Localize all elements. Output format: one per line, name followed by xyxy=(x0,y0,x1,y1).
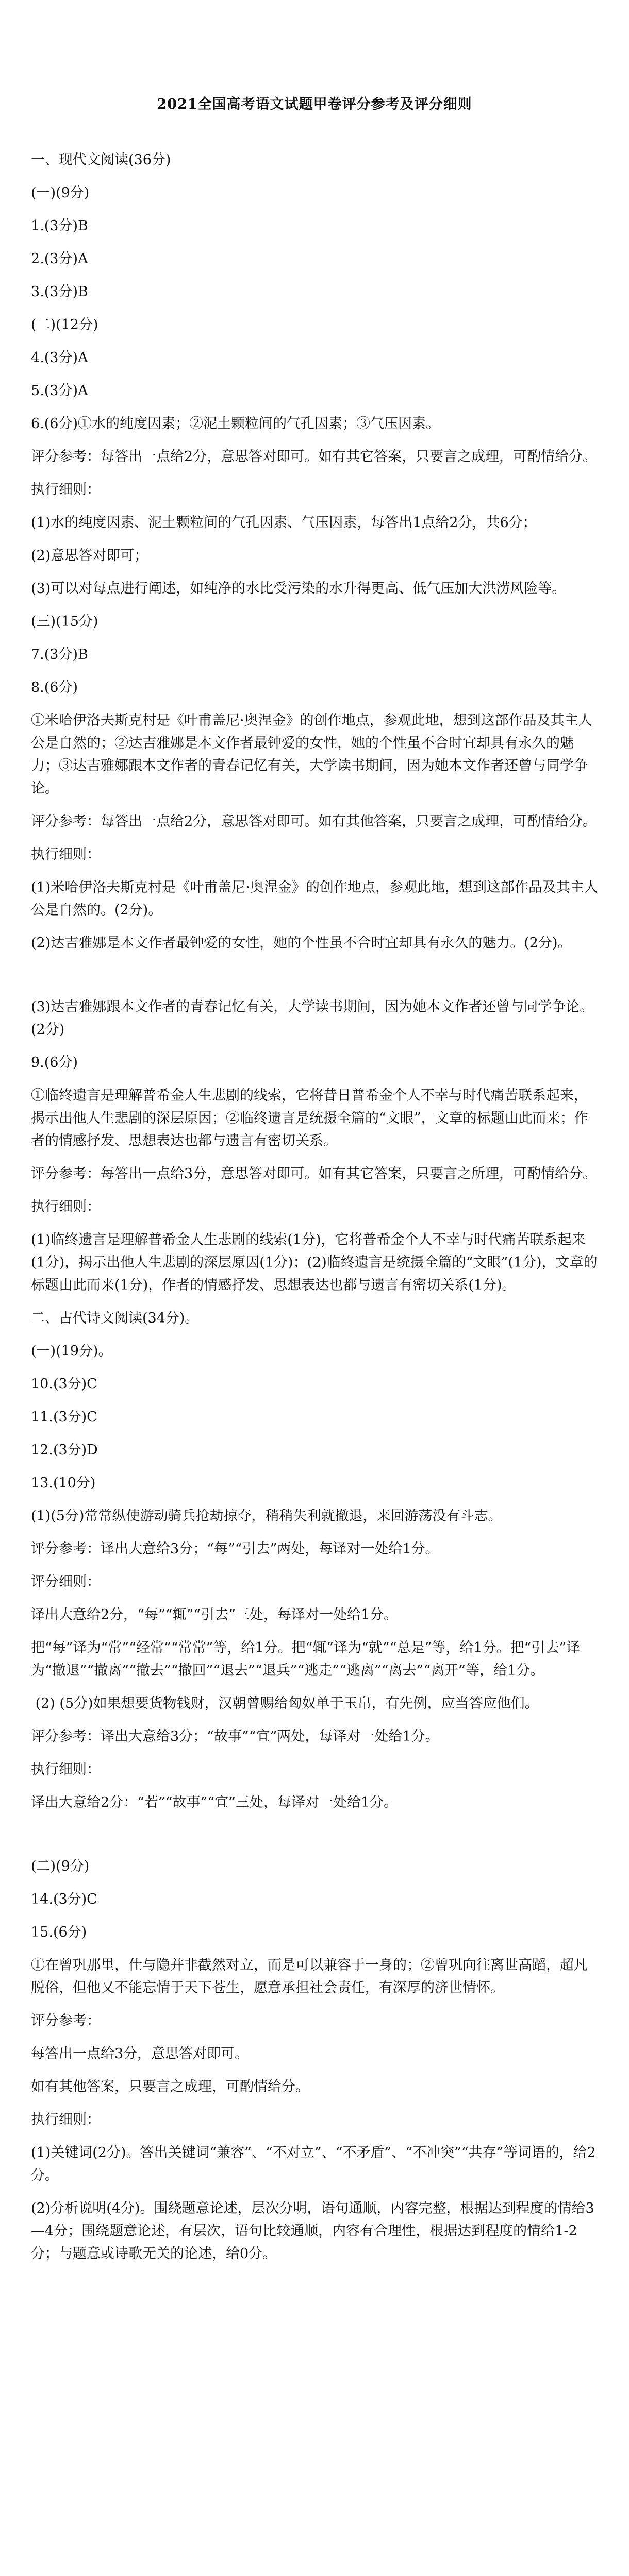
paragraph-line: 评分参考： xyxy=(31,2013,101,2029)
paragraph-line: 5.(3分)A xyxy=(31,383,88,399)
paragraph-line: 9.(6分) xyxy=(31,1055,78,1071)
paragraph-line: (一)(9分) xyxy=(31,185,90,201)
paragraph-line: (2) (5分)如果想要货物钱财，汉朝曾赐给匈奴单于玉帛，有先例，应当答应他们。 xyxy=(31,1696,539,1711)
paragraph-line: (三)(15分) xyxy=(31,614,98,630)
paragraph-line: ①米哈伊洛夫斯克村是《叶甫盖尼·奥涅金》的创作地点，参观此地，想到这部作品及其主人公是自然的；②达吉雅娜是本文作者最钟爱的女性，她的个性虽不合时宜却具有永久的魅力；③达吉雅娜跟本文作者的青春记忆有关，大学读书期间，因为她本文作者还曾与同学争论。 xyxy=(31,713,592,796)
paragraph-line: 评分参考：译出大意给3分；“故事”“宜”两处，每译对一处给1分。 xyxy=(31,1728,439,1744)
paragraph-line: 评分参考：译出大意给3分；“每”“引去”两处，每译对一处给1分。 xyxy=(31,1541,439,1557)
paragraph-line: 二、古代诗文阅读(34分)。 xyxy=(31,1310,199,1326)
paragraph-line: 执行细则： xyxy=(31,1761,101,1777)
paragraph-line: 4.(3分)A xyxy=(31,350,88,366)
paragraph-line: (一)(19分)。 xyxy=(31,1343,112,1359)
paragraph-line: (2)意思答对即可； xyxy=(31,548,148,564)
paragraph-line: 2.(3分)A xyxy=(31,251,88,267)
paragraph-line: 15.(6分) xyxy=(31,1924,87,1940)
paragraph-line: (2)分析说明(4分)。围绕题意论述，层次分明，语句通顺，内容完整，根据达到程度的情给3—4分；围绕题意论述，有层次，语句比较通顺，内容有合理性，根据达到程度的情给1-2分；与题意或诗歌无关的论述，给0分。 xyxy=(31,2200,594,2262)
paragraph-line: 7.(3分)B xyxy=(31,647,88,663)
paragraph-line: 3.(3分)B xyxy=(31,284,88,300)
paragraph-line: 执行细则： xyxy=(31,2112,101,2128)
paragraph-line: 把“每”译为“常”“经常”“常常”等，给1分。把“辄”译为“就”“总是”等，给1分。把“引去”译为“撤退”“撤离”“撤去”“撤回”“退去”“退兵”“逃走”“逃离”“离去”“离开”等，给1分。 xyxy=(31,1640,581,1679)
paragraph-line: (二)(9分) xyxy=(31,1858,90,1874)
paragraph-line: 译出大意给2分，“每”“辄”“引去”三处，每译对一处给1分。 xyxy=(31,1607,398,1623)
paragraph-line: (1)临终遗言是理解普希金人生悲剧的线索(1分)，它将普希金个人不幸与时代痛苦联系起来(1分)，揭示出他人生悲剧的深层原因(1分)；(2)临终遗言是统摄全篇的“文眼”(1分)，文章的标题由此而来(1分)，作者的情感抒发、思想表达也都与遗言有密切关系(1分)。 xyxy=(31,1232,598,1293)
paragraph-line: 13.(10分) xyxy=(31,1475,96,1491)
paragraph-line: 14.(3分)C xyxy=(31,1891,97,1907)
paragraph-line: 1.(3分)B xyxy=(31,218,88,234)
paragraph-line: 每答出一点给3分，意思答对即可。 xyxy=(31,2046,249,2062)
paragraph-line: (3)达吉雅娜跟本文作者的青春记忆有关，大学读书期间，因为她本文作者还曾与同学争论。(2分) xyxy=(31,999,594,1038)
paragraph-line: 一、现代文阅读(36分) xyxy=(31,152,171,168)
paragraph-line: (1)关键词(2分)。答出关键词“兼容”、“不对立”、“不矛盾”、“不冲突”“共存”等词语的，给2分。 xyxy=(31,2145,596,2183)
paragraph-line: 6.(6分)①水的纯度因素；②泥土颗粒间的气孔因素；③气压因素。 xyxy=(31,416,440,432)
document-body xyxy=(31,149,598,2265)
paragraph-line: ①临终遗言是理解普希金人生悲剧的线索，它将昔日普希金个人不幸与时代痛苦联系起来，揭示出他人生悲剧的深层原因；②临终遗言是统摄全篇的“文眼”，文章的标题由此而来；作者的情感抒发、思想表达也都与遗言有密切关系。 xyxy=(31,1088,588,1149)
paragraph-line: (二)(12分) xyxy=(31,317,98,333)
paragraph-line: (3)可以对每点进行阐述，如纯净的水比受污染的水升得更高、低气压加大洪涝风险等。 xyxy=(31,581,566,597)
paragraph-line: ①在曾巩那里，仕与隐并非截然对立，而是可以兼容于一身的；②曾巩向往离世高蹈，超凡脱俗，但他又不能忘情于天下苍生，愿意承担社会责任，有深厚的济世情怀。 xyxy=(31,1957,588,1996)
paragraph-line: 执行细则： xyxy=(31,482,101,498)
paragraph-line: 12.(3分)D xyxy=(31,1442,98,1458)
paragraph-line: 执行细则： xyxy=(31,846,101,862)
paragraph-line: (1)水的纯度因素、泥土颗粒间的气孔因素、气压因素，每答出1点给2分，共6分； xyxy=(31,515,537,531)
paragraph-line: 评分参考：每答出一点给2分，意思答对即可。如有其它答案，只要言之成理，可酌情给分。 xyxy=(31,449,597,465)
paragraph-line: 译出大意给2分：“若”“故事”“宜”三处，每译对一处给1分。 xyxy=(31,1794,398,1810)
paragraph-line: 执行细则： xyxy=(31,1199,101,1215)
blank-gap xyxy=(31,965,598,996)
paragraph-line: 评分参考：每答出一点给3分，意思答对即可。如有其它答案，只要言之所理，可酌情给分。 xyxy=(31,1166,597,1182)
paragraph-line: (1)米哈伊洛夫斯克村是《叶甫盖尼·奥涅金》的创作地点，参观此地，想到这部作品及其主人公是自然的。(2分)。 xyxy=(31,879,598,918)
paragraph-line: 11.(3分)C xyxy=(31,1409,97,1425)
paragraph-line: 评分参考：每答出一点给2分，意思答对即可。如有其他答案，只要言之成理，可酌情给分。 xyxy=(31,814,597,829)
paragraph-line: 8.(6分) xyxy=(31,680,78,696)
blank-gap xyxy=(31,1824,598,1855)
paragraph-line: 如有其他答案，只要言之成理，可酌情给分。 xyxy=(31,2079,309,2095)
paragraph-line: (2)达吉雅娜是本文作者最钟爱的女性，她的个性虽不合时宜却具有永久的魅力。(2分)。 xyxy=(31,935,572,951)
paragraph-line: 评分细则： xyxy=(31,1574,101,1590)
paragraph-line: (1)(5分)常常纵使游动骑兵抢劫掠夺，稍稍失利就撤退，来回游荡没有斗志。 xyxy=(31,1508,502,1524)
paragraph-line: 10.(3分)C xyxy=(31,1376,97,1392)
document-title: 2021全国高考语文试题甲卷评分参考及评分细则 xyxy=(157,96,472,112)
